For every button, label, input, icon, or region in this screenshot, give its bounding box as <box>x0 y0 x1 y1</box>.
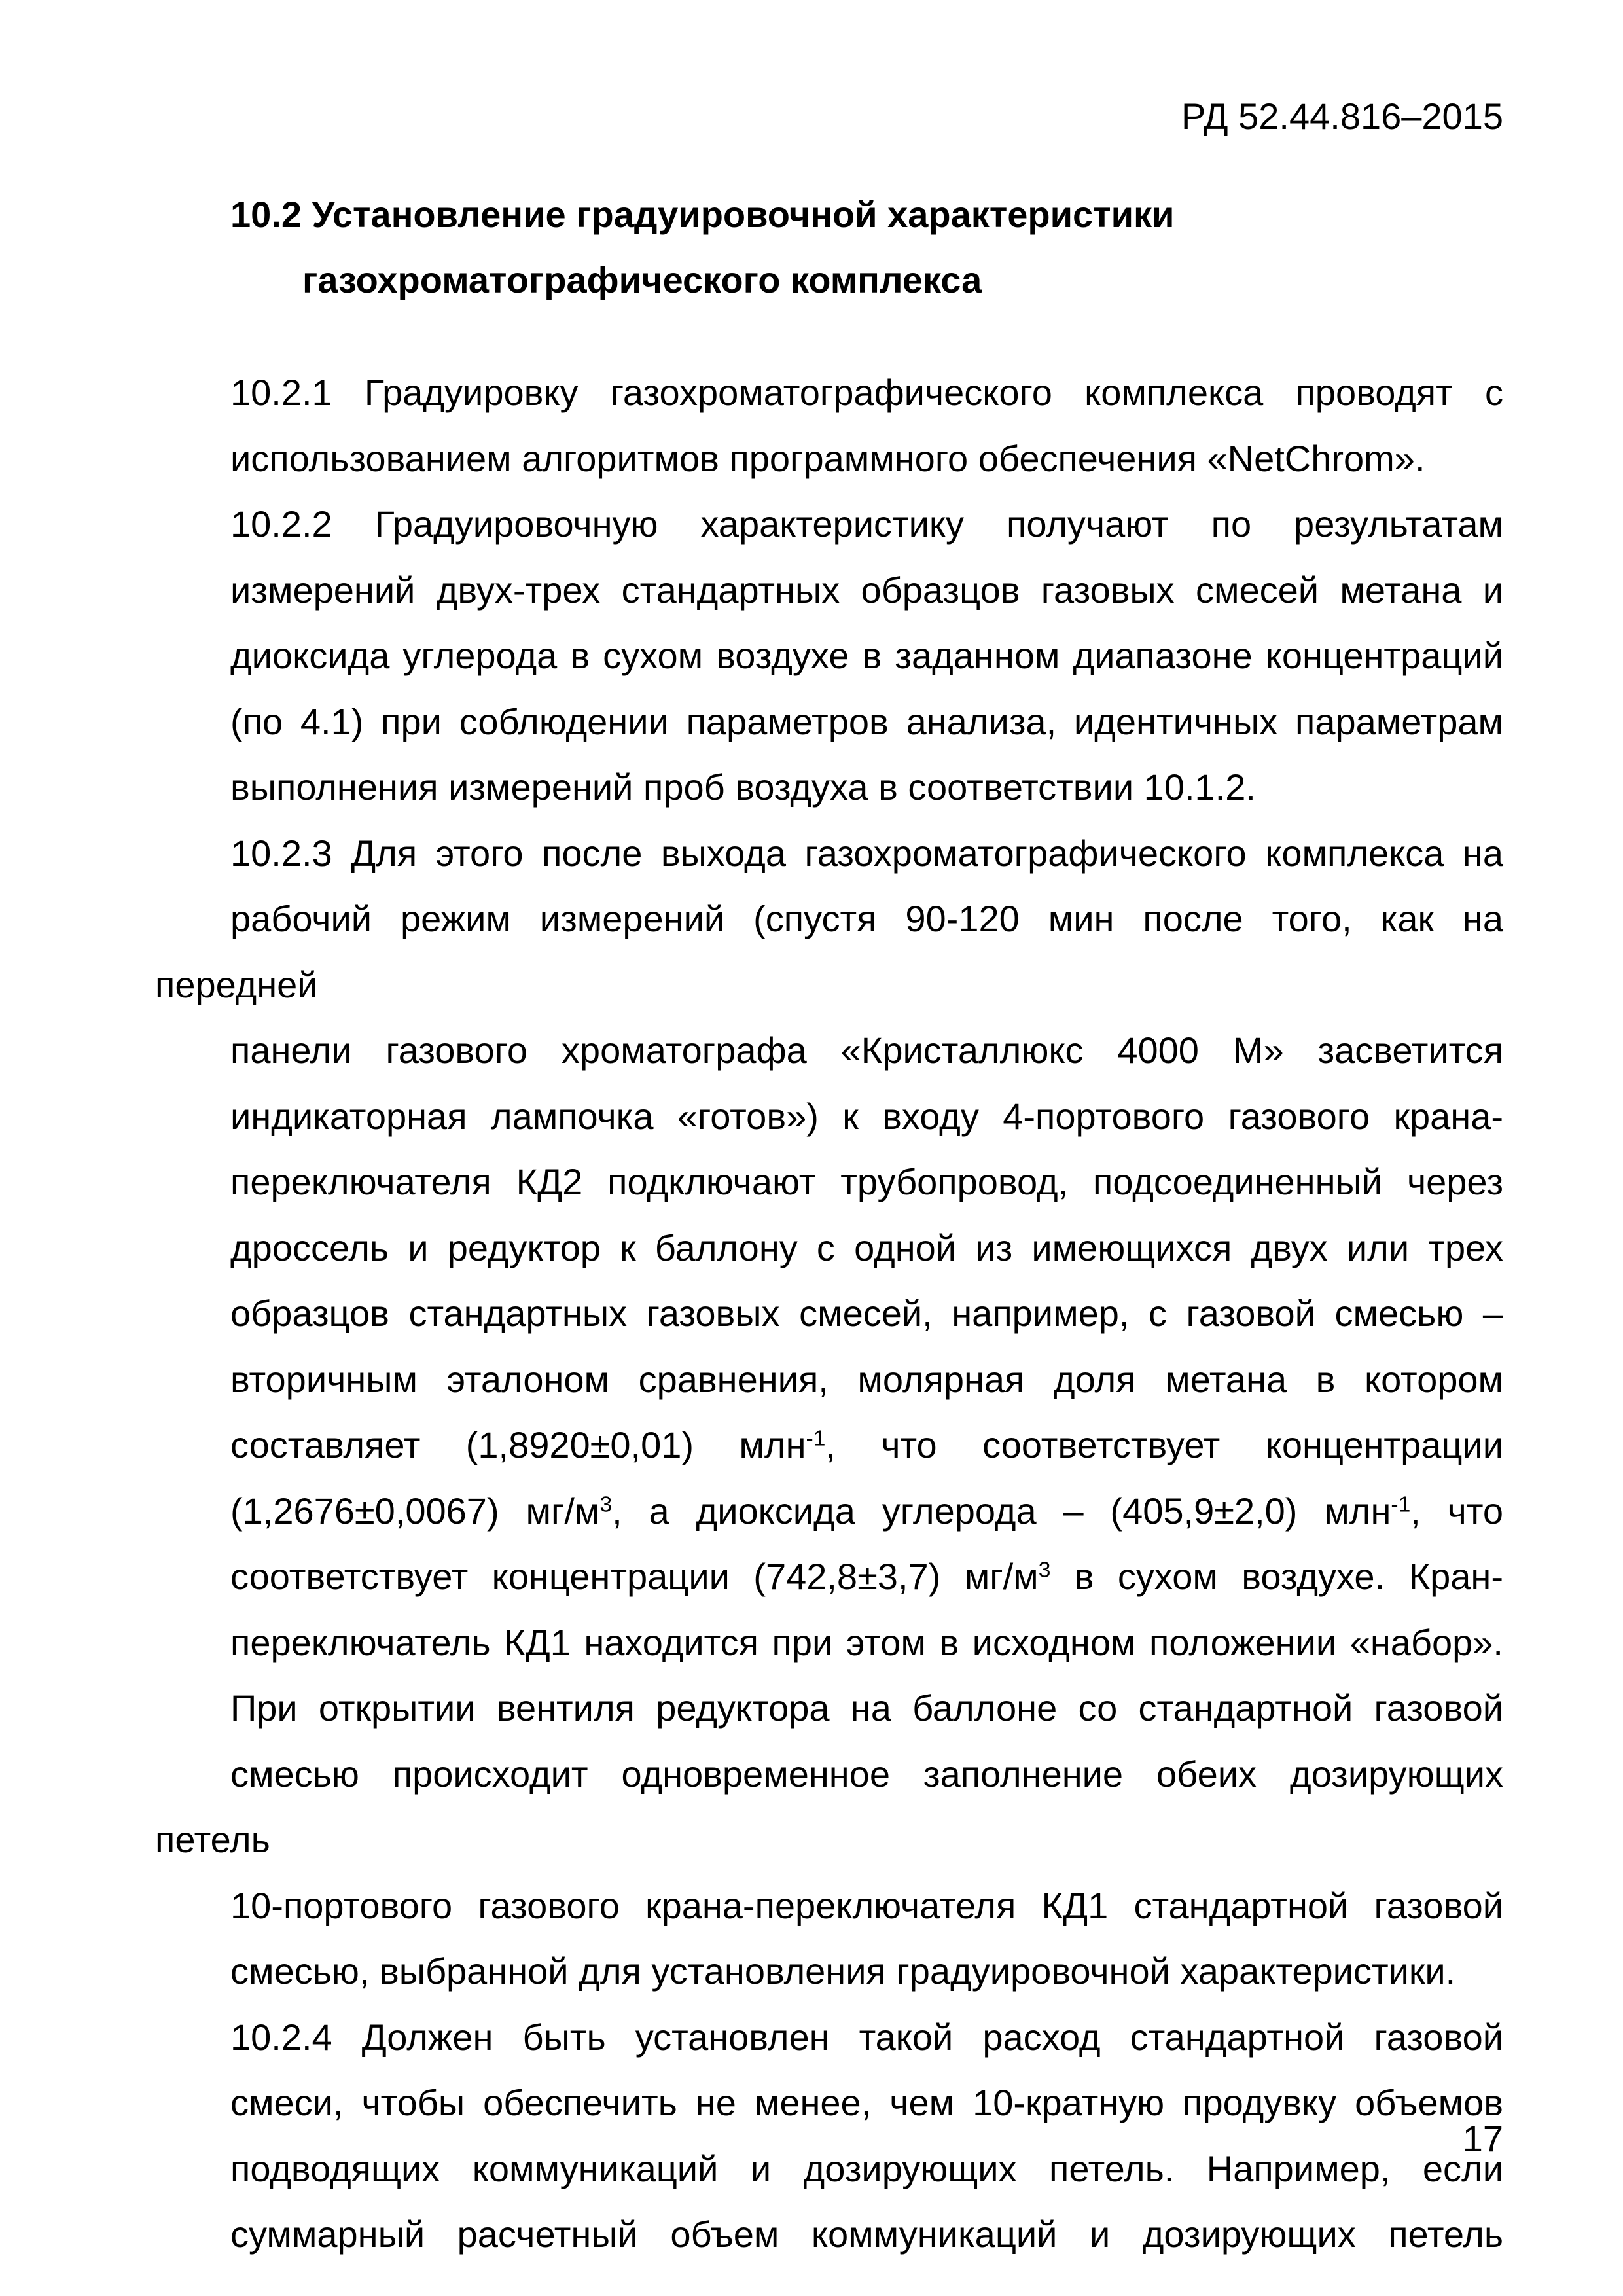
text-line: образцов стандартных газовых смесей, например, с газовой смесью – <box>230 1293 1503 1334</box>
text-line: (по 4.1) при соблюдении параметров анализа, идентичных параметрам <box>230 700 1503 742</box>
text-line: индикаторная лампочка «готов») к входу 4-портового газового крана- <box>230 1095 1503 1137</box>
text-line-concentrations <box>155 1479 1503 1545</box>
text-line: использованием алгоритмов программного обеспечения «NetChrom». <box>230 437 1425 479</box>
text-line: рабочий режим измерений (спустя 90-120 мин после того, как на передней <box>155 898 1503 1005</box>
text-line: выполнения измерений проб воздуха в соответствии 10.1.2. <box>230 766 1256 808</box>
text-fragment: , что <box>1410 1490 1503 1532</box>
text-line: переключатель КД1 находится при этом в исходном положении «набор». <box>230 1621 1503 1663</box>
text-line: смесью, выбранной для установления градуировочной характеристики. <box>230 1950 1456 1992</box>
text-line: вторичным эталоном сравнения, молярная доля метана в котором <box>230 1358 1503 1400</box>
text-line: 10-портового газового крана-переключателя КД1 стандартной газовой <box>230 1884 1503 1926</box>
text-fragment: составляет (1,8920±0,01) млн <box>230 1424 806 1465</box>
text-line: панели газового хроматографа «Кристаллюкс 4000 М» засветится <box>230 1030 1503 1071</box>
text-line-methane-ppm <box>155 1412 1503 1479</box>
text-line: измерений двух-трех стандартных образцов газовых смесей метана и <box>230 569 1503 611</box>
text-line: смесью происходит одновременное заполнение обеих дозирующих петель <box>155 1753 1503 1860</box>
text-fragment: соответствует концентрации (742,8±3,7) мг/м <box>230 1556 1039 1597</box>
text-line: подводящих коммуникаций и дозирующих петель. Например, если <box>230 2147 1503 2189</box>
paragraph-10-2-4 <box>155 2005 1503 2268</box>
text-fragment: , а диоксида углерода – (405,9±2,0) млн <box>612 1490 1391 1532</box>
superscript: -1 <box>1391 1492 1411 1517</box>
text-line: диоксида углерода в сухом воздухе в заданном диапазоне концентраций <box>230 635 1503 676</box>
section-title-line-2: газохроматографического комплекса <box>302 259 982 300</box>
superscript: 3 <box>1038 1558 1051 1583</box>
text-line: 10.2.4 Должен быть установлен такой расход стандартной газовой <box>230 2016 1503 2058</box>
text-line: 10.2.2 Градуировочную характеристику получают по результатам <box>230 503 1503 545</box>
text-line: суммарный расчетный объем коммуникаций и дозирующих петель <box>230 2214 1503 2255</box>
document-code: РД 52.44.816–2015 <box>1181 96 1503 137</box>
page-number: 17 <box>1462 2118 1503 2159</box>
text-line: При открытии вентиля редуктора на баллоне со стандартной газовой <box>230 1687 1503 1729</box>
section-heading <box>230 182 1343 313</box>
text-line: смеси, чтобы обеспечить не менее, чем 10-кратную продувку объемов <box>230 2082 1503 2123</box>
text-fragment: (1,2676±0,0067) мг/м <box>230 1490 600 1532</box>
document-body <box>155 360 1503 2268</box>
paragraph-10-2-2 <box>155 492 1503 821</box>
superscript: 3 <box>599 1492 613 1517</box>
superscript: -1 <box>806 1426 826 1451</box>
section-title-line-1: 10.2 Установление градуировочной характеристики <box>230 194 1175 235</box>
text-fragment: , что соответствует концентрации <box>825 1424 1503 1465</box>
paragraph-10-2-3 <box>155 821 1503 2005</box>
text-fragment: в сухом воздухе. Кран- <box>1050 1556 1503 1597</box>
paragraph-10-2-1 <box>155 360 1503 492</box>
text-line: 10.2.3 Для этого после выхода газохроматографического комплекса на <box>230 832 1503 874</box>
text-line: 10.2.1 Градуировку газохроматографического комплекса проводят с <box>230 372 1503 413</box>
text-line-co2-concentration <box>155 1544 1503 1610</box>
text-line: дроссель и редуктор к баллону с одной из имеющихся двух или трех <box>230 1227 1503 1268</box>
text-line: переключателя КД2 подключают трубопровод, подсоединенный через <box>230 1161 1503 1202</box>
